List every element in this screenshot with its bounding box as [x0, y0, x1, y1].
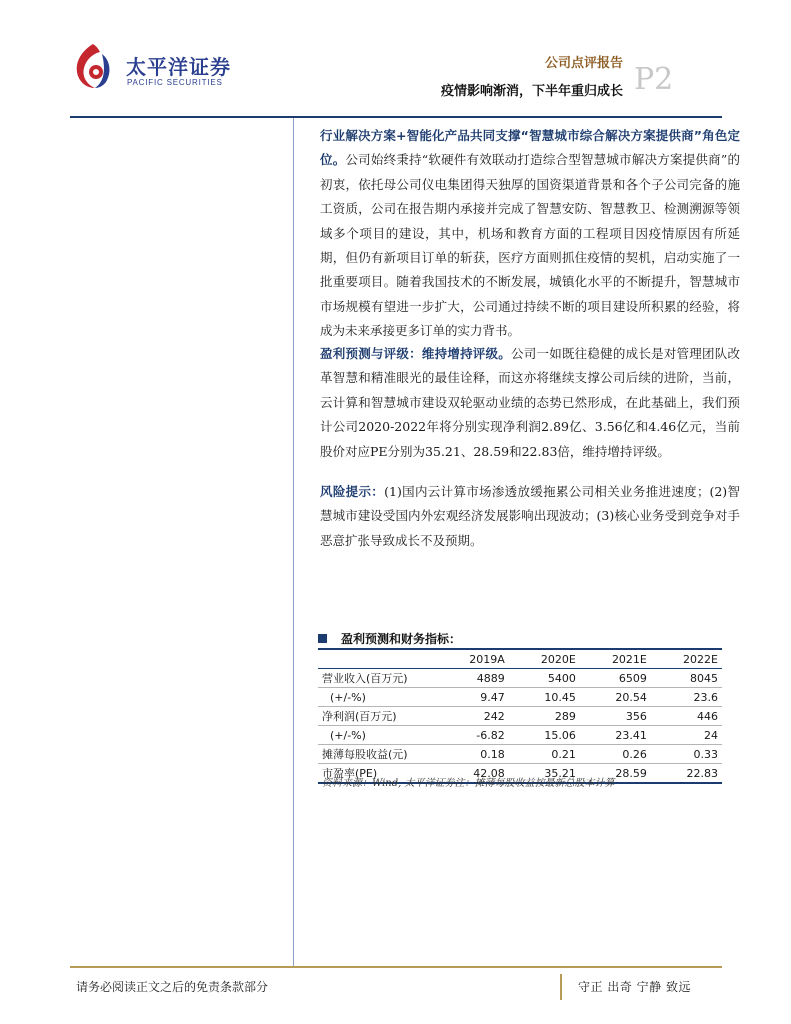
table-header-cell: 2020E [509, 649, 580, 669]
table-cell: 5400 [509, 669, 580, 688]
table-header-cell [318, 649, 438, 669]
table-cell: 356 [580, 707, 651, 726]
table-cell: 22.83 [651, 764, 722, 784]
paragraph-heading: 风险提示： [320, 484, 385, 499]
footer-motto: 守正 出奇 宁静 致远 [578, 980, 691, 994]
header-divider [70, 116, 722, 118]
table-header-cell: 2021E [580, 649, 651, 669]
report-type: 公司点评报告 [544, 56, 623, 71]
row-label: 市盈率(PE) [318, 764, 438, 784]
table-cell: 4889 [438, 669, 509, 688]
table-source-note: 资料来源：Wind, 太平洋证券注：摊薄每股收益按最新总股本计算 [322, 778, 615, 789]
table-cell: 289 [509, 707, 580, 726]
page-number: P2 [634, 62, 674, 97]
logo-english-name: PACIFIC SECURITIES [127, 78, 223, 87]
table-cell: 446 [651, 707, 722, 726]
paragraph-body: 公司一如既往稳健的成长是对管理团队改革智慧和精准眼光的最佳诠释，而这亦将继续支撑公司后续的进阶，当前，云计算和智慧城市建设双轮驱动业绩的态势已然形成，在此基础上，我们预计公司2020-2022年将分别实现净利润2.89亿、3.56亿和4.46亿元，当前股价对应PE分别为35.21、28.59和22.83倍，维持增持评级。 [320, 346, 740, 459]
paragraph-risk-warning [320, 480, 740, 553]
table-row [318, 707, 722, 726]
table-row [318, 669, 722, 688]
sidebar-divider [293, 118, 294, 966]
table-cell: 23.41 [580, 726, 651, 745]
table-cell: 242 [438, 707, 509, 726]
report-title: 疫情影响渐消，下半年重归成长 [440, 84, 623, 99]
table-header-cell: 2019A [438, 649, 509, 669]
square-bullet-icon [318, 634, 327, 643]
logo-chinese-name: 太平洋证券 [126, 55, 231, 79]
table-cell: 15.06 [509, 726, 580, 745]
table-cell: 8045 [651, 669, 722, 688]
row-label: (+/-%) [318, 688, 438, 707]
table-cell: -6.82 [438, 726, 509, 745]
footer-divider [70, 966, 722, 968]
table-cell: 0.18 [438, 745, 509, 764]
pacific-logo-icon [72, 42, 114, 90]
paragraph-body: (1)国内云计算市场渗透放缓拖累公司相关业务推进速度；(2)智慧城市建设受国内外宏观经济发展影响出现波动；(3)核心业务受到竞争对手恶意扩张导致成长不及预期。 [320, 484, 740, 548]
paragraph-heading: 行业解决方案+智能化产品共同支撑“智慧城市综合解决方案提供商”角色定位。 [320, 128, 740, 168]
table-cell: 0.26 [580, 745, 651, 764]
table-cell: 42.08 [438, 764, 509, 784]
table-row [318, 688, 722, 707]
paragraph-business-positioning [320, 124, 740, 344]
table-cell: 9.47 [438, 688, 509, 707]
paragraph-body: 公司始终秉持“软硬件有效联动打造综合型智慧城市解决方案提供商”的初衷，依托母公司仪电集团得天独厚的国资渠道背景和各个子公司完备的施工资质，公司在报告期内承接并完成了智慧安防、智慧教卫、检测溯源等领域多个项目的建设，其中，机场和教育方面的工程项目因疫情原因有所延期，但仍有新项目订单的斩获，医疗方面则抓住疫情的契机，启动实施了一批重要项目。随着我国技术的不断发展，城镇化水平的不断提升，智慧城市市场规模有望进一步扩大，公司通过持续不断的项目建设所积累的经验，将成为未来承接更多订单的实力背书。 [320, 152, 740, 339]
table-cell: 24 [651, 726, 722, 745]
footer-disclaimer: 请务必阅读正文之后的免责条款部分 [76, 980, 269, 994]
table-cell: 0.33 [651, 745, 722, 764]
table-row [318, 726, 722, 745]
table-header-cell: 2022E [651, 649, 722, 669]
table-cell: 6509 [580, 669, 651, 688]
company-logo [72, 40, 262, 96]
table-header-row [318, 649, 722, 669]
table-title: 盈利预测和财务指标： [318, 630, 461, 647]
row-label: 净利润(百万元) [318, 707, 438, 726]
table-row [318, 745, 722, 764]
paragraph-heading: 盈利预测与评级：维持增持评级。 [320, 346, 512, 361]
paragraph-earnings-forecast [320, 342, 740, 464]
financial-table [318, 648, 722, 784]
table-cell: 35.21 [509, 764, 580, 784]
row-label: 摊薄每股收益(元) [318, 745, 438, 764]
table-cell: 28.59 [580, 764, 651, 784]
table-cell: 0.21 [509, 745, 580, 764]
table-cell: 20.54 [580, 688, 651, 707]
row-label: (+/-%) [318, 726, 438, 745]
table-cell: 23.6 [651, 688, 722, 707]
table-cell: 10.45 [509, 688, 580, 707]
row-label: 营业收入(百万元) [318, 669, 438, 688]
